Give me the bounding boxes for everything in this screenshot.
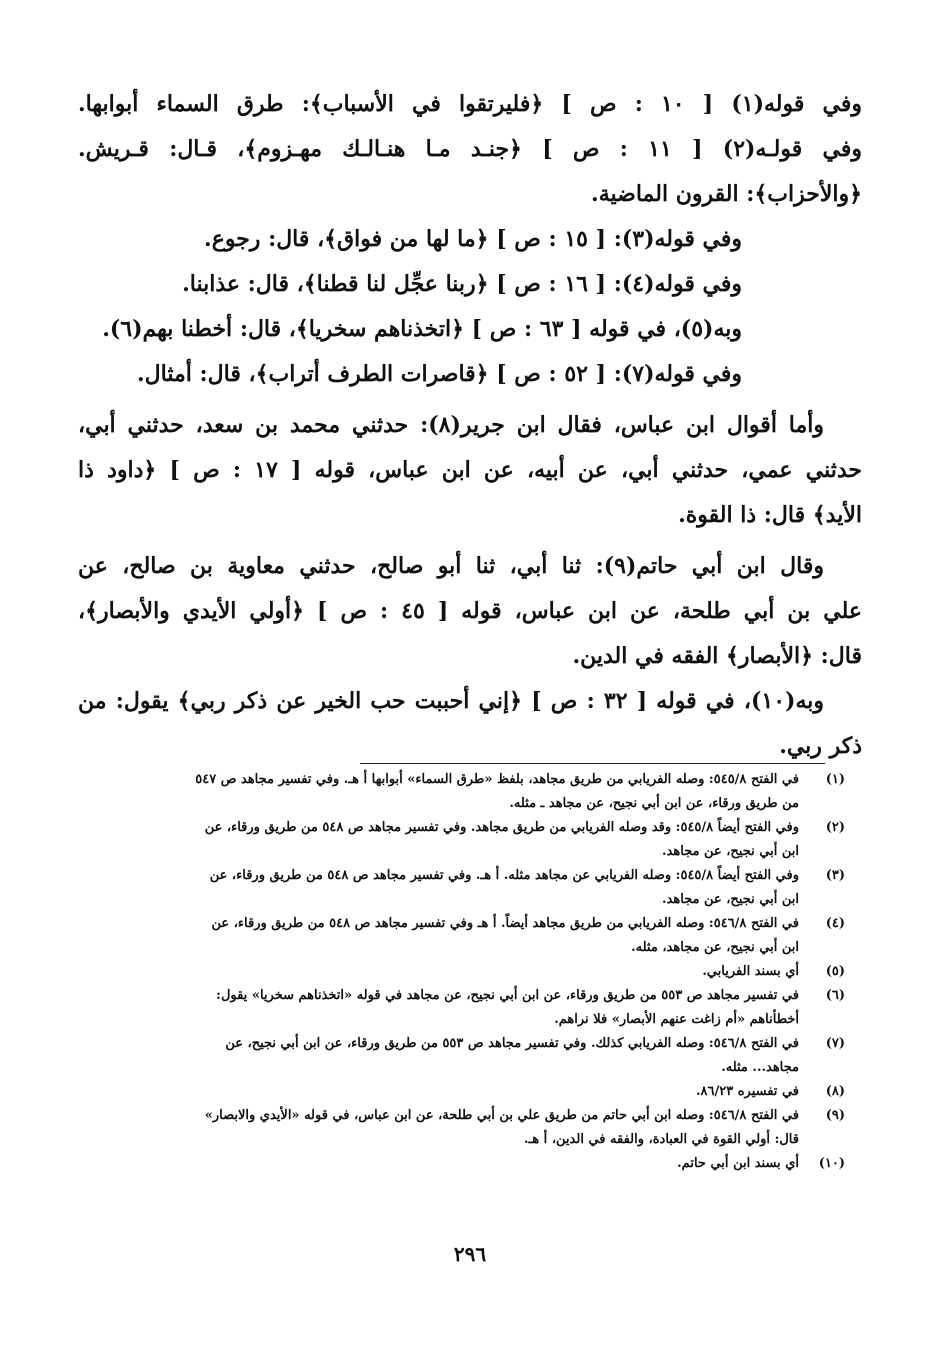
text-line: ﴿والأحزاب﴾: القرون الماضية. — [591, 181, 862, 207]
footnote-number: (٢) — [825, 820, 845, 835]
footnote-text: وفي الفتح أيضاً ٥٤٥/٨: وصله الفريابي عن مجاهد مثله. أ هـ. وفي تفسير مجاهد ص ٥٤٨ من طريق ورقاء، عن — [209, 868, 799, 883]
footnote — [80, 960, 845, 984]
footnote — [80, 1032, 845, 1080]
footnote-number: (٣) — [825, 868, 845, 883]
footnote-number: (٦) — [825, 988, 845, 1003]
footnote-text: ابن أبي نجيح، عن مجاهد. — [662, 844, 799, 859]
footnote-number: (٥) — [825, 964, 845, 979]
text-line: وأما أقوال ابن عباس، فقال ابن جرير(٨): حدثني محمد بن سعد، حدثني أبي، — [78, 412, 825, 438]
footnote — [80, 864, 845, 912]
footnote-text: في تفسير مجاهد ص ٥٥٣ من طريق ورقاء، عن ابن أبي نجيح، عن مجاهد في قوله «اتخذناهم سخريا» يقول: — [216, 988, 799, 1003]
text-line: حدثني عمي، حدثني أبي، عن أبيه، عن ابن عباس، قوله [ ١٧ : ص ] ﴿داود ذا — [78, 457, 862, 483]
main-text — [78, 82, 862, 769]
text-line: قال: ﴿الأبصار﴾ الفقه في الدين. — [572, 643, 862, 669]
footnote-number: (١٠) — [818, 1156, 845, 1171]
text-line: وفي قولـه(٢) [ ١١ : ص ] ﴿جنـد مـا هنـالـك مهـزوم﴾، قـال: قـريش. — [78, 136, 862, 162]
text-line: وفي قوله(٧): [ ٥٢ : ص ] ﴿قاصرات الطرف أتراب﴾، قال: أمثال. — [136, 361, 742, 387]
footnote — [80, 984, 845, 1032]
footnote — [80, 912, 845, 960]
text-line: وفي قوله(١) [ ١٠ : ص ] ﴿فليرتقوا في الأسباب﴾: طرق السماء أبوابها. — [78, 91, 862, 117]
footnote-text: في الفتح ٥٤٦/٨: وصله الفريابي كذلك. وفي تفسير مجاهد ص ٥٥٣ من طريق ورقاء، عن ابن أبي نجيح، عن — [225, 1036, 799, 1051]
footnote-number: (٤) — [825, 916, 845, 931]
footnote-number: (٨) — [825, 1084, 845, 1099]
page-number: ٢٩٦ — [453, 1242, 487, 1266]
footnote — [80, 1104, 845, 1152]
text-line: ذكر ربي. — [779, 733, 862, 759]
footnote-divider — [360, 763, 825, 764]
footnote-text: أخطأناهم «أم زاغت عنهم الأبصار» فلا نراهم. — [554, 1012, 799, 1027]
footnote-text: أي بسند ابن أبي حاتم. — [677, 1156, 799, 1171]
footnote — [80, 1152, 845, 1176]
footnote-text: في الفتح ٥٤٦/٨: وصله الفريابي من طريق مجاهد أيضاً. أ هـ وفي تفسير مجاهد ص ٥٤٨ من طريق ورقاء، عن — [211, 916, 799, 931]
footnote-text: من طريق ورقاء، عن ابن أبي نجيح، عن مجاهد ـ مثله. — [509, 796, 799, 811]
footnote — [80, 768, 845, 816]
text-line: وقال ابن أبي حاتم(٩): ثنا أبي، ثنا أبو صالح، حدثني معاوية بن صالح، عن — [78, 553, 824, 579]
text-line: وبه(٥)، في قوله [ ٦٣ : ص ] ﴿اتخذناهم سخريا﴾، قال: أخطنا بهم(٦). — [102, 316, 742, 342]
footnote-text: في الفتح ٥٤٦/٨: وصله ابن أبي حاتم من طريق علي بن أبي طلحة، عن ابن عباس، في قوله «الأيدي والابصار» — [204, 1108, 799, 1123]
footnote — [80, 1080, 845, 1104]
footnote-text: قال: أولي القوة في العبادة، والفقه في الدين، أ هـ. — [523, 1132, 799, 1147]
footnote-number: (٩) — [825, 1108, 845, 1123]
footnote-number: (٧) — [825, 1036, 845, 1051]
footnote-text: مجاهد... مثله. — [721, 1060, 799, 1075]
footnote-number: (١) — [825, 772, 845, 787]
footnote-text: أي بسند الفريابي. — [702, 964, 799, 979]
footnote-text: وفي الفتح أيضاً ٥٤٥/٨: وقد وصله الفريابي من طريق مجاهد. وفي تفسير مجاهد ص ٥٤٨ من طريق ورقاء، عن — [204, 820, 799, 835]
text-line: وفي قوله(٤): [ ١٦ : ص ] ﴿ربنا عجِّل لنا قطنا﴾، قال: عذابنا. — [182, 271, 742, 297]
footnote-text: ابن أبي نجيح، عن مجاهد، مثله. — [631, 940, 799, 955]
text-line: وبه(١٠)، في قوله [ ٣٢ : ص ] ﴿إني أحببت حب الخير عن ذكر ربي﴾ يقول: من — [78, 688, 824, 714]
footnote — [80, 816, 845, 864]
text-line: علي بن أبي طلحة، عن ابن عباس، قوله [ ٤٥ : ص ] ﴿أولي الأيدي والأبصار﴾، — [78, 598, 862, 624]
footnote-text: ابن أبي نجيح، عن مجاهد. — [662, 892, 799, 907]
footnote-text: في الفتح ٥٤٥/٨: وصله الفريابي من طريق مجاهد، بلفظ «طرق السماء» أبوابها أ هـ. وفي تفسير مجاهد ص ٥٤٧ — [195, 772, 799, 787]
footnotes — [80, 768, 845, 1176]
text-line: وفي قوله(٣): [ ١٥ : ص ] ﴿ما لها من فواق﴾، قال: رجوع. — [204, 226, 742, 252]
footnote-text: في تفسيره ٨٦/٢٣. — [695, 1084, 799, 1099]
text-line: الأيد﴾ قال: ذا القوة. — [678, 502, 862, 528]
